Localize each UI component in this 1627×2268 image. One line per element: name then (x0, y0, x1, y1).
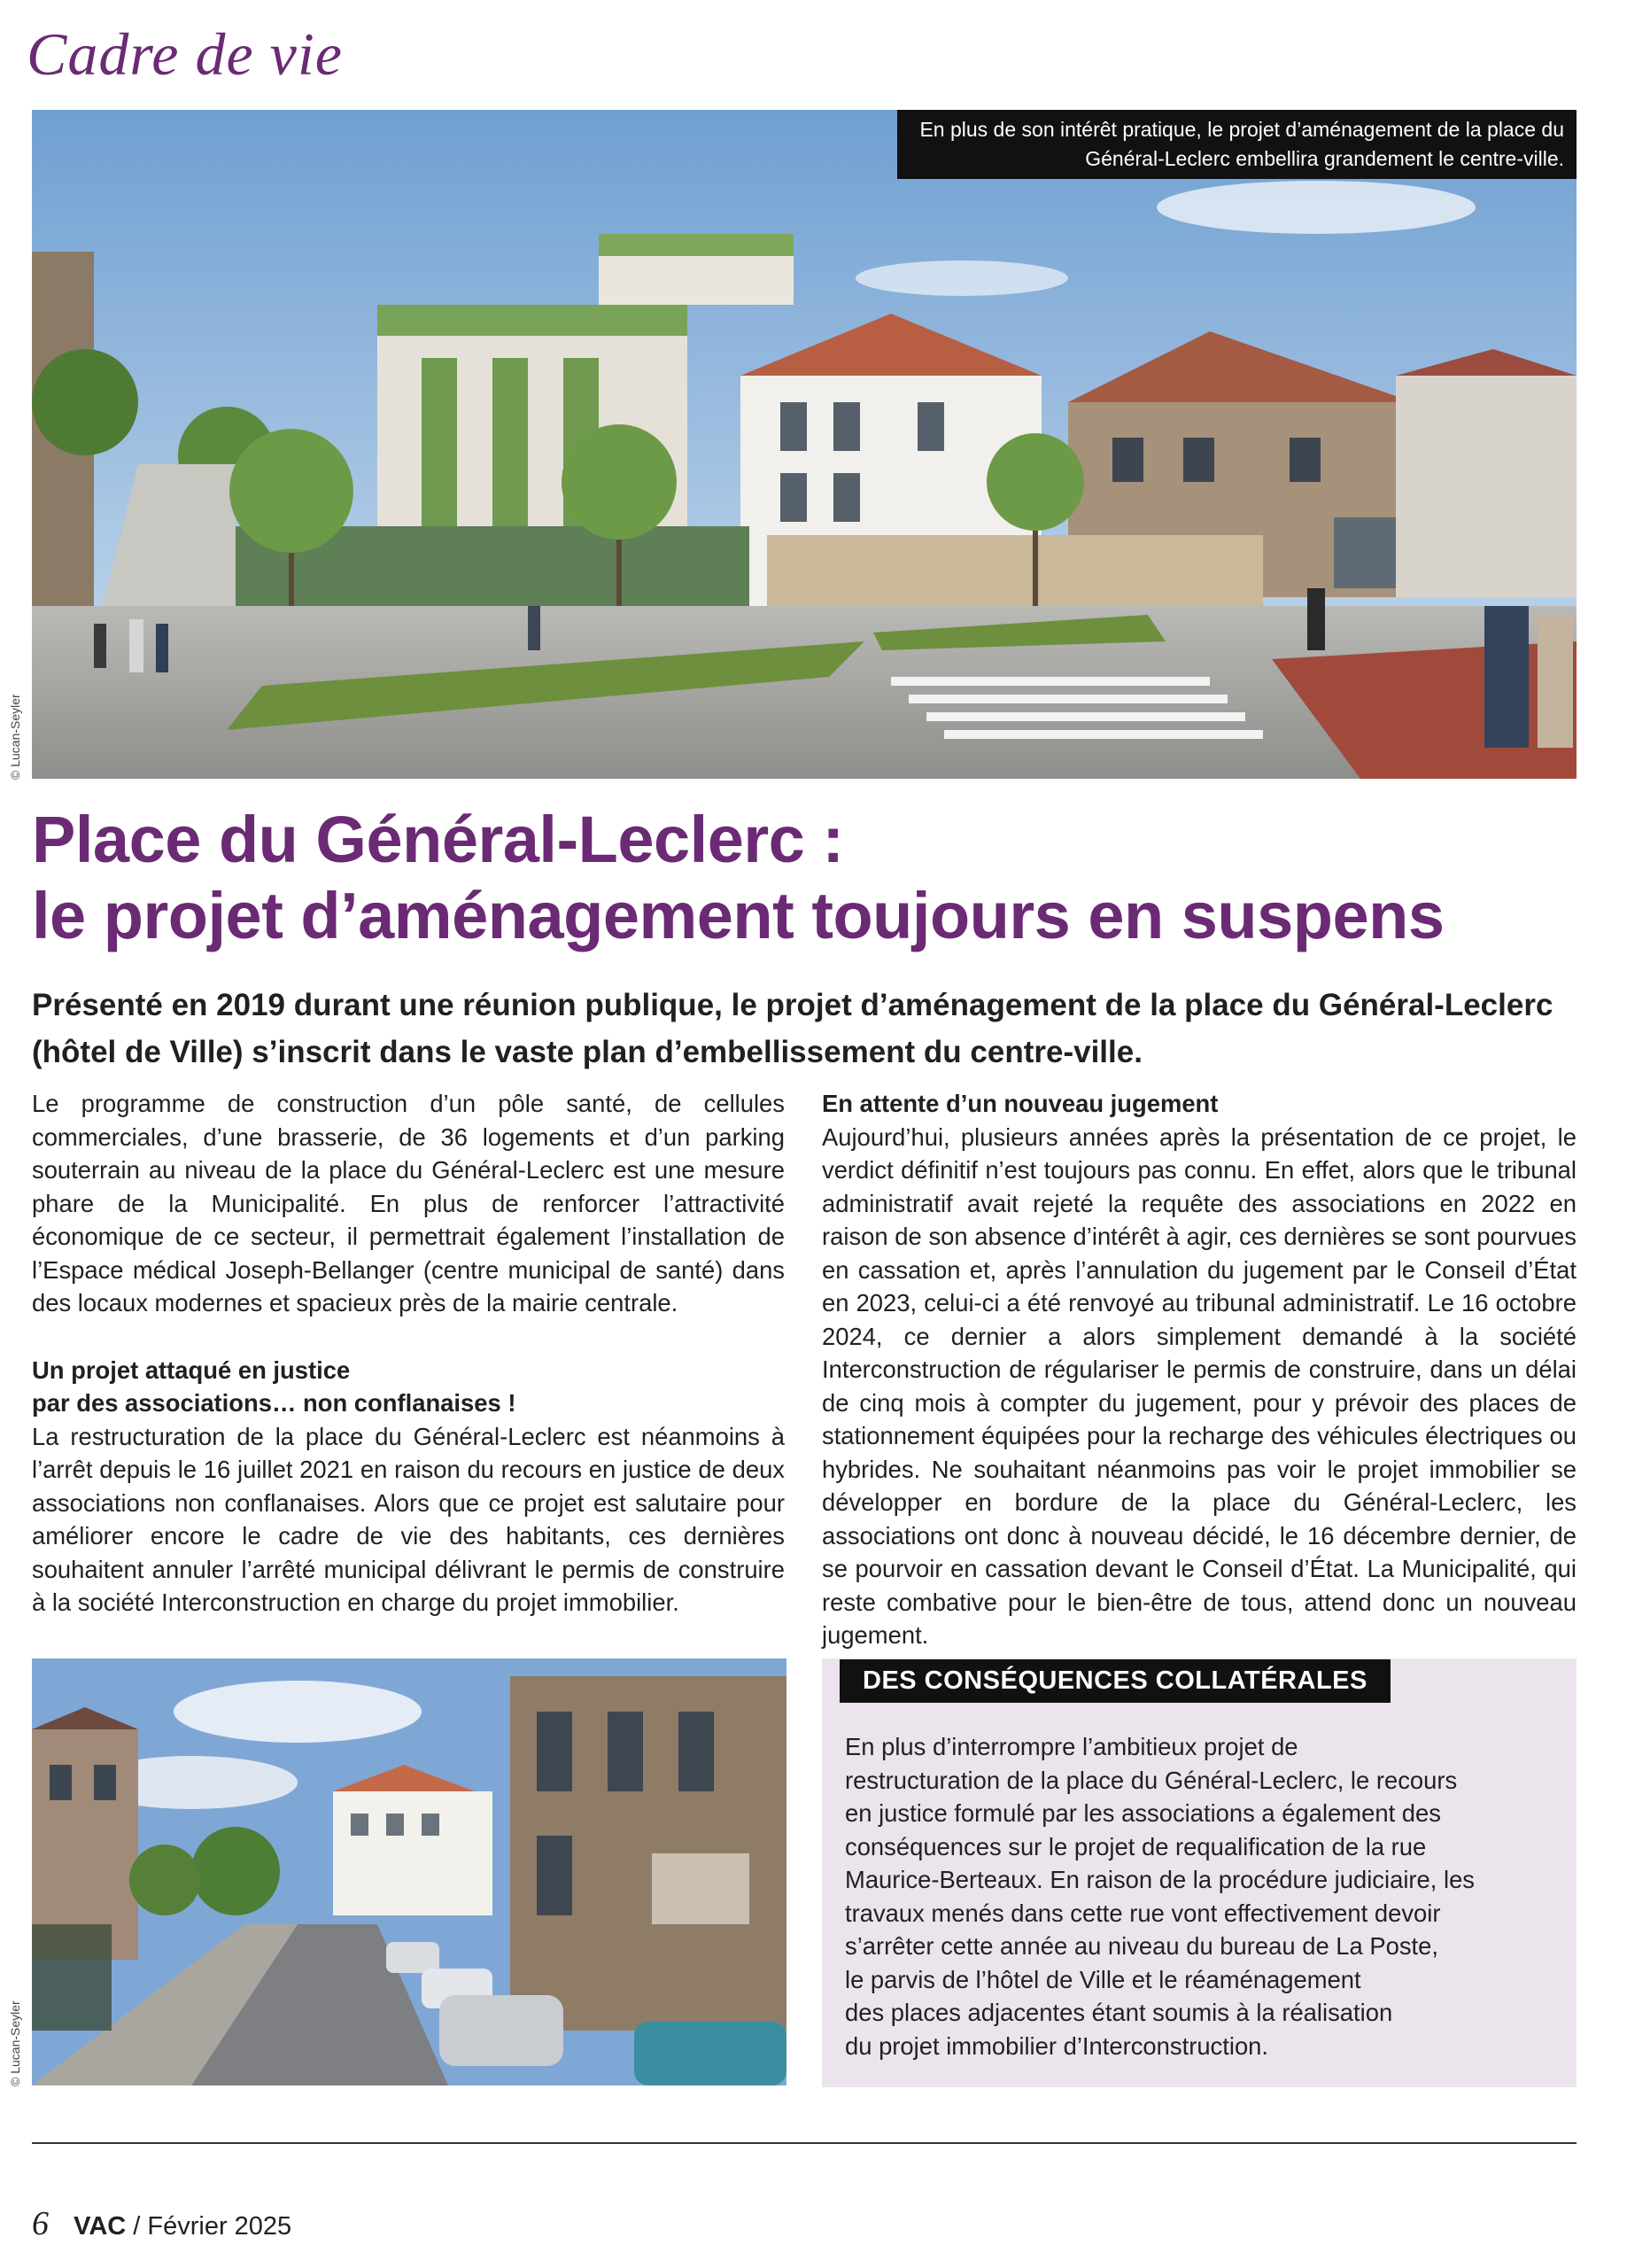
right-column (822, 1087, 1577, 1652)
left-subhead-line-2: par des associations… non conflanaises ! (32, 1389, 516, 1417)
magazine-name: VAC (74, 2212, 127, 2241)
box-line: travaux menés dans cette rue vont effectivement devoir (845, 1899, 1441, 1927)
headline-line-1: Place du Général-Leclerc : (32, 803, 844, 876)
box-line: des places adjacentes étant soumis à la réalisation (845, 1999, 1393, 2026)
box-line: Maurice-Berteaux. En raison de la procédure judiciaire, les (845, 1866, 1475, 1893)
hero-caption: En plus de son intérêt pratique, le projet d’aménagement de la place du Général-Leclerc embellira grandement le centre-ville. (897, 110, 1577, 179)
box-line: conséquences sur le projet de requalification de la rue (845, 1832, 1427, 1860)
box-line: restructuration de la place du Général-Leclerc, le recours (845, 1766, 1458, 1794)
headline-line-2: le projet d’aménagement toujours en suspens (32, 879, 1445, 952)
footer (32, 2204, 291, 2243)
left-column (32, 1087, 785, 1619)
collateral-box-title: DES CONSÉQUENCES COLLATÉRALES (840, 1659, 1391, 1703)
box-line: en justice formulé par les associations a également des (845, 1799, 1441, 1827)
headline (32, 802, 1573, 954)
hero-photo (32, 110, 1577, 779)
left-paragraph-2: La restructuration de la place du Général-Leclerc est néanmoins à l’arrêt depuis le 16 juillet 2021 en raison du recours en justice de deux associations non conflanaises. Alors que ce projet est salutaire pour améliorer encore le cadre de vie des habitants, ces dernières souhaitent annuler l’arrêté municipal délivrant le permis de construire à la société Interconstruction en charge du projet immobilier. (32, 1422, 785, 1616)
issue-date: Février 2025 (147, 2212, 292, 2241)
box-line: En plus d’interrompre l’ambitieux projet de (845, 1733, 1298, 1760)
box-line: le parvis de l’hôtel de Ville et le réaménagement (845, 1965, 1361, 1993)
box-line: s’arrêter cette année au niveau du bureau de La Poste, (845, 1932, 1439, 1960)
right-subhead: En attente d’un nouveau jugement (822, 1090, 1219, 1117)
collateral-box-text (845, 1730, 1553, 2062)
section-title: Cadre de vie (27, 20, 343, 88)
footer-separator: / (126, 2212, 148, 2241)
hero-photo-credit: © Lucan-Seyler (8, 694, 22, 780)
right-paragraph: Aujourd’hui, plusieurs années après la présentation de ce projet, le verdict définitif n’est toujours pas connu. En effet, alors que le tribunal administratif avait rejeté la requête des associations en 2022 en raison de son absence d’intérêt à agir, ces dernières se sont pourvues en cassation et, après l’annulation du jugement par le Conseil d’État en 2023, celui-ci a été renvoyé au tribunal administratif. Le 16 octobre 2024, ce dernier a alors simplement demandé à la société Interconstruction de régulariser le permis de construire, dans un délai de cinq mois à compter du jugement, pour y prévoir des places de stationnement équipées pour la recharge des véhicules électriques ou hybrides. Ne souhaitant néanmoins pas voir le projet immobilier se développer en bordure de la place du Général-Leclerc, les associations ont donc à nouveau décidé, le 16 décembre dernier, de se pourvoir en cassation devant le Conseil d’État. La Municipalité, qui reste combative pour le bien-être de tous, attend donc un nouveau jugement. (822, 1122, 1577, 1649)
box-line: du projet immobilier d’Interconstruction. (845, 2031, 1269, 2060)
hero-illustration (32, 110, 1577, 779)
left-subhead-line-1: Un projet attaqué en justice (32, 1355, 351, 1384)
lede: Présenté en 2019 durant une réunion publique, le projet d’aménagement de la place du Général-Leclerc (hôtel de Ville) s’inscrit dans le vaste plan d’embellissement du centre-ville. (32, 988, 1553, 1069)
page-number: 6 (32, 2205, 49, 2242)
footer-rule (32, 2142, 1577, 2144)
street-photo-credit: © Lucan-Seyler (8, 2000, 22, 2086)
street-photo (32, 1658, 786, 2085)
left-paragraph-1: Le programme de construction d’un pôle santé, de cellules commerciales, d’une brasserie, de 36 logements et d’un parking souterrain au niveau de la place du Général-Leclerc est une mesure phare de la Municipalité. En plus de renforcer l’attractivité économique de ce secteur, il permettrait également l’installation de l’Espace médical Joseph-Bellanger (centre municipal de santé) dans des locaux modernes et spacieux près de la mairie centrale. (32, 1090, 785, 1317)
street-illustration (32, 1658, 786, 2085)
